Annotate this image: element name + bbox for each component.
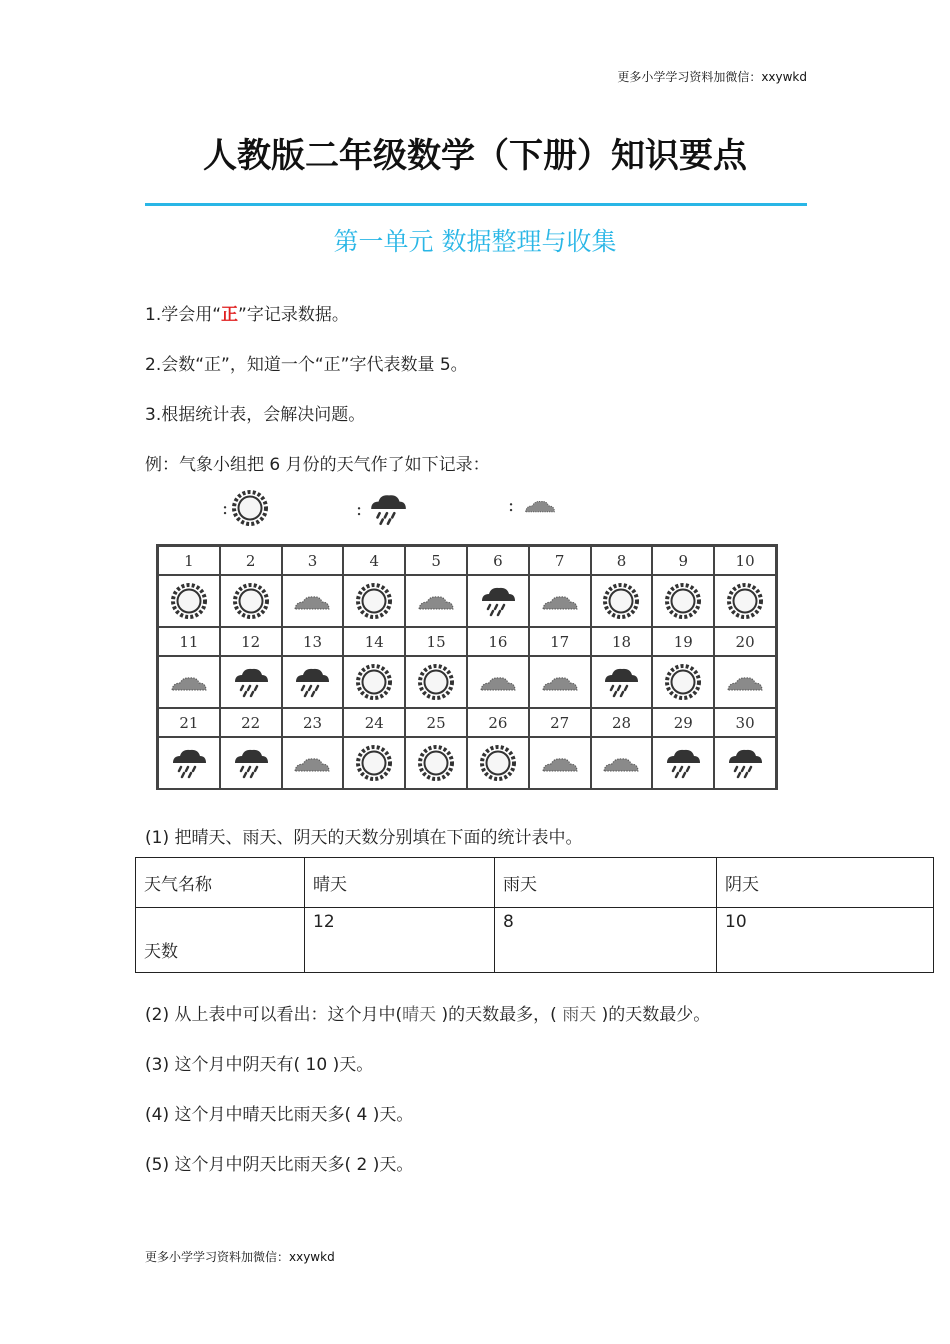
legend-colon: : <box>508 494 515 516</box>
sun-icon <box>663 662 703 702</box>
table-cell: 雨天 <box>495 858 717 908</box>
legend-colon: : <box>356 498 363 520</box>
legend-cloudy <box>508 488 564 522</box>
day-number-cell: 4 <box>343 546 405 575</box>
table-row <box>136 908 934 973</box>
table-cell: 12 <box>305 908 495 973</box>
q5-answer: 2 <box>356 1155 368 1175</box>
weather-stats-table <box>135 857 934 973</box>
page-title: 人教版二年级数学（下册）知识要点 <box>203 136 747 176</box>
cloud-icon <box>416 581 456 621</box>
day-number-cell: 27 <box>529 708 591 737</box>
day-number-cell: 25 <box>405 708 467 737</box>
day-weather-cell <box>591 575 653 627</box>
section-title: 第一单元 数据整理与收集 <box>333 227 617 256</box>
cloud-icon <box>725 662 765 702</box>
day-number-cell: 9 <box>652 546 714 575</box>
day-weather-cell <box>220 575 282 627</box>
day-number-cell: 11 <box>158 627 220 656</box>
table-row <box>136 858 934 908</box>
day-weather-cell <box>282 575 344 627</box>
table-cell: 晴天 <box>305 858 495 908</box>
header-note: 更多小学学习资料加微信：xxywkd <box>617 70 807 84</box>
cloud-icon <box>292 581 332 621</box>
sun-icon <box>663 581 703 621</box>
cloud-icon <box>516 488 564 522</box>
legend-colon: : <box>222 497 229 519</box>
day-weather-cell <box>714 737 776 789</box>
day-number-cell: 14 <box>343 627 405 656</box>
day-weather-cell <box>405 575 467 627</box>
legend-rainy <box>356 488 412 530</box>
sun-icon <box>354 662 394 702</box>
sun-icon <box>601 581 641 621</box>
q3-pre: (3) 这个月中阴天有( <box>145 1055 306 1075</box>
point-2: 2.会数“正”，知道一个“正”字代表数量 5。 <box>145 355 468 375</box>
day-number-cell: 7 <box>529 546 591 575</box>
rain-cloud-icon <box>169 743 209 783</box>
day-number-cell: 18 <box>591 627 653 656</box>
day-weather-cell <box>652 737 714 789</box>
day-number-cell: 15 <box>405 627 467 656</box>
table-cell: 8 <box>495 908 717 973</box>
day-number-cell: 26 <box>467 708 529 737</box>
sun-icon <box>169 581 209 621</box>
q4-answer: 4 <box>356 1105 368 1125</box>
day-weather-cell <box>529 656 591 708</box>
q3-post: )天。 <box>327 1055 374 1075</box>
point-1-pre: 1.学会用“ <box>145 305 222 325</box>
day-number-cell: 13 <box>282 627 344 656</box>
day-weather-cell <box>652 575 714 627</box>
example-intro: 例：气象小组把 6 月份的天气作了如下记录： <box>145 455 490 475</box>
day-weather-cell <box>343 737 405 789</box>
day-number-cell: 2 <box>220 546 282 575</box>
q2-post: )的天数最少。 <box>596 1005 711 1025</box>
rain-cloud-icon <box>663 743 703 783</box>
day-number-cell: 28 <box>591 708 653 737</box>
day-number-cell: 22 <box>220 708 282 737</box>
point-1 <box>145 300 349 325</box>
day-number-cell: 19 <box>652 627 714 656</box>
day-weather-cell <box>343 656 405 708</box>
rain-cloud-icon <box>231 662 271 702</box>
cloud-icon <box>601 743 641 783</box>
day-weather-cell <box>652 656 714 708</box>
day-number-cell: 3 <box>282 546 344 575</box>
day-number-cell: 23 <box>282 708 344 737</box>
sun-icon <box>354 581 394 621</box>
day-number-cell: 17 <box>529 627 591 656</box>
sun-icon <box>725 581 765 621</box>
day-number-cell: 20 <box>714 627 776 656</box>
day-weather-cell <box>405 656 467 708</box>
day-weather-cell <box>714 575 776 627</box>
table-cell: 天气名称 <box>136 858 305 908</box>
title-divider <box>145 203 807 206</box>
q5-pre: (5) 这个月中阴天比雨天多( <box>145 1155 357 1175</box>
day-weather-cell <box>467 737 529 789</box>
question-1: (1) 把晴天、雨天、阴天的天数分别填在下面的统计表中。 <box>145 828 583 848</box>
rain-cloud-icon <box>725 743 765 783</box>
cloud-icon <box>478 662 518 702</box>
q3-answer: 10 <box>305 1055 328 1075</box>
question-5 <box>145 1150 413 1175</box>
day-number-cell: 5 <box>405 546 467 575</box>
question-2 <box>145 1000 710 1025</box>
sun-icon <box>478 743 518 783</box>
sun-icon <box>416 743 456 783</box>
day-weather-cell <box>158 656 220 708</box>
day-weather-cell <box>220 656 282 708</box>
day-number-cell: 1 <box>158 546 220 575</box>
day-number-cell: 16 <box>467 627 529 656</box>
q4-post: )天。 <box>367 1105 414 1125</box>
rain-cloud-icon <box>601 662 641 702</box>
question-3 <box>145 1050 373 1075</box>
point-1-highlight: 正 <box>221 305 239 325</box>
table-cell: 10 <box>717 908 934 973</box>
q2-answer-2: 雨天 <box>562 1005 597 1025</box>
day-number-cell: 10 <box>714 546 776 575</box>
day-weather-cell <box>467 575 529 627</box>
day-weather-cell <box>343 575 405 627</box>
day-weather-cell <box>529 575 591 627</box>
cloud-icon <box>540 743 580 783</box>
day-weather-cell <box>591 656 653 708</box>
cloud-icon <box>540 662 580 702</box>
day-weather-cell <box>591 737 653 789</box>
table-cell: 天数 <box>136 908 305 973</box>
day-weather-cell <box>220 737 282 789</box>
day-number-cell: 21 <box>158 708 220 737</box>
sun-icon <box>416 662 456 702</box>
table-cell: 阴天 <box>717 858 934 908</box>
day-weather-cell <box>467 656 529 708</box>
sun-icon <box>230 488 270 528</box>
day-number-cell: 24 <box>343 708 405 737</box>
day-weather-cell <box>282 656 344 708</box>
day-weather-cell <box>282 737 344 789</box>
rain-cloud-icon <box>231 743 271 783</box>
q5-post: )天。 <box>367 1155 414 1175</box>
q2-mid: )的天数最多，( <box>436 1005 563 1025</box>
day-weather-cell <box>405 737 467 789</box>
day-weather-cell <box>529 737 591 789</box>
cloud-icon <box>169 662 209 702</box>
day-weather-cell <box>158 737 220 789</box>
day-number-cell: 30 <box>714 708 776 737</box>
point-3: 3.根据统计表，会解决问题。 <box>145 405 366 425</box>
rain-cloud-icon <box>478 581 518 621</box>
footer-note: 更多小学学习资料加微信：xxywkd <box>145 1250 335 1264</box>
sun-icon <box>354 743 394 783</box>
point-1-post: ”字记录数据。 <box>238 305 349 325</box>
question-4 <box>145 1100 413 1125</box>
q2-pre: (2) 从上表中可以看出：这个月中( <box>145 1005 403 1025</box>
day-weather-cell <box>158 575 220 627</box>
cloud-icon <box>292 743 332 783</box>
day-number-cell: 6 <box>467 546 529 575</box>
weather-record-grid <box>156 544 778 790</box>
day-number-cell: 29 <box>652 708 714 737</box>
sun-icon <box>231 581 271 621</box>
q2-answer-1: 晴天 <box>402 1005 437 1025</box>
rain-cloud-icon <box>364 488 412 530</box>
day-number-cell: 8 <box>591 546 653 575</box>
legend-sunny <box>222 488 270 528</box>
cloud-icon <box>540 581 580 621</box>
rain-cloud-icon <box>292 662 332 702</box>
day-weather-cell <box>714 656 776 708</box>
weather-legend <box>222 488 602 534</box>
day-number-cell: 12 <box>220 627 282 656</box>
q4-pre: (4) 这个月中晴天比雨天多( <box>145 1105 357 1125</box>
